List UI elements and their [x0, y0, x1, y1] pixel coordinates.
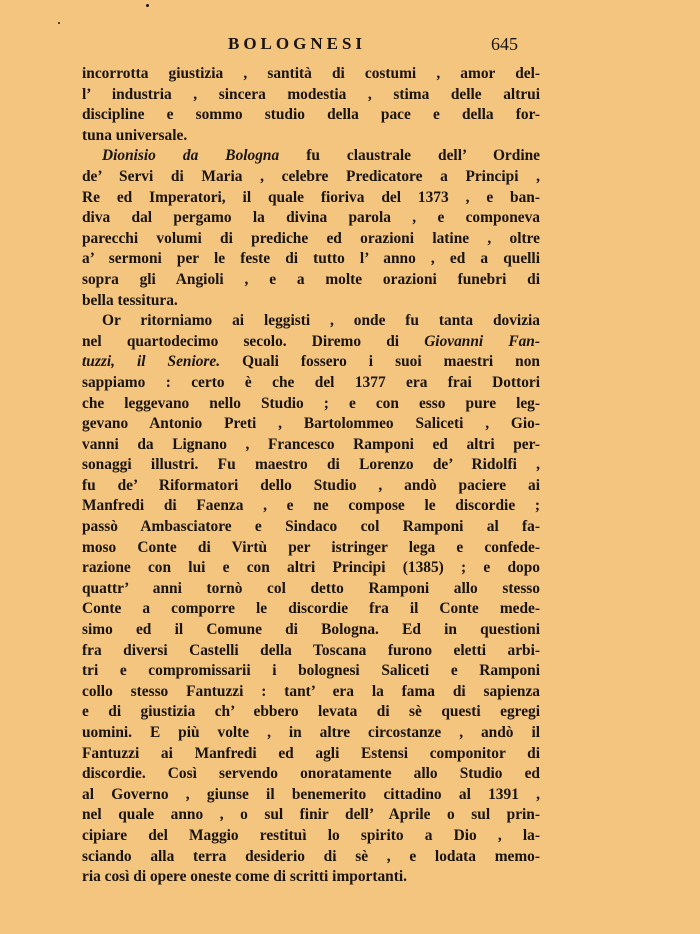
text-segment: quattr’ anni tornò col detto Ramponi allo stesso: [82, 579, 540, 597]
page-number: 645: [491, 34, 518, 54]
ink-speck: [58, 22, 60, 24]
text-line: [82, 455, 540, 476]
italic-name: Dionisio da Bologna: [102, 147, 280, 165]
text-segment: cipiare del Maggio restituì lo spirito a Dio , la-: [82, 826, 540, 844]
text-line: [82, 682, 540, 703]
text-segment: uomini. E più volte , in altre circostanze , andò il: [82, 724, 540, 741]
text-segment: parecchi volumi di prediche ed orazioni latine , oltre: [82, 229, 540, 247]
text-segment: Quali fossero i suoi maestri non: [220, 353, 540, 371]
text-segment: fu de’ Riformatori dello Studio , andò paciere ai: [82, 476, 540, 494]
text-segment: incorrotta giustizia , santità di costumi , amor del-: [82, 65, 540, 82]
text-line: [82, 249, 540, 270]
text-segment: Fantuzzi ai Manfredi ed agli Estensi componitor di: [82, 744, 540, 762]
text-segment: tuna universale.: [82, 126, 188, 144]
text-line: [82, 476, 540, 497]
text-line: [82, 744, 540, 765]
text-line: [82, 702, 540, 723]
text-segment: bella tessitura.: [82, 291, 178, 309]
italic-name: Giovanni Fan-: [424, 332, 540, 350]
text-line: [82, 229, 540, 250]
text-segment: sappiamo : certo è che del 1377 era frai Dottori: [82, 373, 540, 391]
text-segment: de’ Servi di Maria , celebre Predicatore a Principi ,: [82, 167, 540, 185]
text-line: [82, 332, 540, 353]
text-line: [82, 167, 540, 188]
text-line: [82, 517, 540, 538]
text-line: [82, 188, 540, 209]
text-segment: nel quale anno , o sul finir dell’ Aprile o sul prin-: [82, 806, 540, 824]
text-segment: collo stesso Fantuzzi : tant’ era la fama di sapienza: [82, 682, 540, 700]
text-line: [82, 847, 540, 868]
text-segment: tri e compromissarii i bolognesi Saliceti e Ramponi: [82, 662, 540, 680]
text-line: [82, 270, 540, 291]
text-line: [82, 661, 540, 682]
book-page: [82, 34, 540, 888]
text-segment: l’ industria , sincera modestia , stima delle altrui: [82, 85, 540, 103]
text-segment: gevano Antonio Preti , Bartolommeo Saliceti , Gio-: [82, 415, 540, 433]
running-head: BOLOGNESI: [228, 34, 367, 53]
text-line: [82, 146, 540, 167]
text-line: [82, 291, 540, 312]
text-segment: discordie. Così servendo onoratamente allo Studio ed: [82, 765, 540, 783]
text-line: [82, 414, 540, 435]
text-segment: simo ed il Comune di Bologna. Ed in questioni: [82, 621, 540, 639]
text-segment: sciando alla terra desiderio di sè , e lodata memo-: [82, 847, 540, 865]
text-segment: Or ritorniamo ai leggisti , onde fu tanta dovizia: [102, 312, 540, 330]
text-line: [82, 805, 540, 826]
text-line: [82, 641, 540, 662]
text-segment: Conte a comporre le discordie fra il Conte mede-: [82, 600, 540, 618]
text-segment: Re ed Imperatori, il quale fioriva del 1373 , e ban-: [82, 188, 540, 206]
text-line: [82, 764, 540, 785]
text-segment: moso Conte di Virtù per istringer lega e confede-: [82, 538, 540, 556]
ink-speck: [146, 4, 149, 7]
text-segment: ria così di opere oneste come di scritti importanti.: [82, 868, 407, 886]
text-segment: diva dal pergamo la divina parola , e componeva: [82, 209, 540, 227]
text-line: [82, 208, 540, 229]
text-line: [82, 723, 540, 744]
text-line: [82, 599, 540, 620]
text-line: [82, 373, 540, 394]
text-line: [82, 867, 540, 888]
text-line: [82, 558, 540, 579]
text-line: [82, 105, 540, 126]
text-segment: sopra gli Angioli , e a molte orazioni funebri di: [82, 270, 540, 288]
text-line: [82, 352, 540, 373]
page-header: [82, 34, 540, 56]
text-line: [82, 311, 540, 332]
text-segment: che leggevano nello Studio ; e con esso pure leg-: [82, 394, 540, 412]
text-line: [82, 826, 540, 847]
text-segment: fra diversi Castelli della Toscana furono eletti arbi-: [82, 641, 540, 659]
text-line: [82, 785, 540, 806]
text-line: [82, 538, 540, 559]
body-text: [82, 64, 540, 888]
text-line: [82, 496, 540, 517]
text-line: [82, 64, 540, 85]
text-segment: a’ sermoni per le feste di tutto l’ anno , ed a quelli: [82, 250, 540, 268]
text-segment: discipline e sommo studio della pace e della for-: [82, 106, 540, 124]
text-line: [82, 579, 540, 600]
text-segment: razione con lui e con altri Principi (1385) ; e dopo: [82, 559, 540, 577]
text-line: [82, 126, 540, 147]
text-segment: vanni da Lignano , Francesco Ramponi ed altri per-: [82, 435, 540, 453]
text-segment: passò Ambasciatore e Sindaco col Ramponi al fa-: [82, 518, 540, 536]
text-line: [82, 620, 540, 641]
text-line: [82, 435, 540, 456]
text-segment: Manfredi di Faenza , e ne compose le discordie ;: [82, 497, 540, 515]
text-segment: e di giustizia ch’ ebbero levata di sè questi egregi: [82, 703, 540, 721]
text-segment: al Governo , giunse il benemerito cittadino al 1391 ,: [82, 785, 540, 803]
text-line: [82, 85, 540, 106]
text-segment: fu claustrale dell’ Ordine: [279, 147, 540, 165]
text-line: [82, 394, 540, 415]
text-segment: nel quartodecimo secolo. Diremo di: [82, 332, 425, 350]
italic-name: tuzzi, il Seniore.: [82, 353, 221, 371]
text-segment: sonaggi illustri. Fu maestro di Lorenzo de’ Ridolfi ,: [82, 456, 540, 474]
